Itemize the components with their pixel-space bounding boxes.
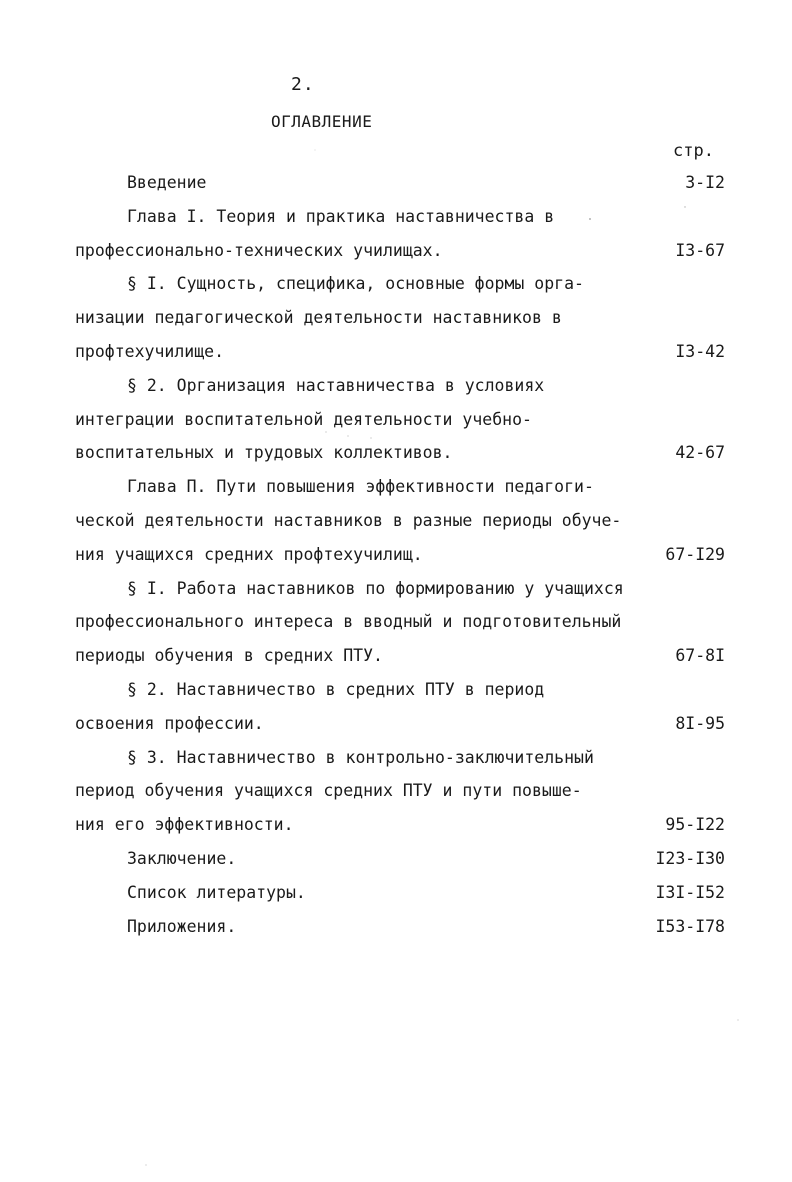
toc-entry-text: § 2. Наставничество в средних ПТУ в период: [127, 679, 545, 699]
toc-entry-text: Приложения.: [127, 916, 237, 936]
speck-dot: [315, 150, 316, 151]
toc-line: [75, 506, 725, 540]
toc-entry-text: Заключение.: [127, 848, 237, 868]
toc-line: [75, 371, 725, 405]
page-column-header: стр.: [673, 141, 714, 161]
toc-line: [75, 472, 725, 506]
toc-entry-text: § 3. Наставничество в контрольно-заключительный: [127, 747, 594, 767]
toc-entry-pages: 67-8I: [675, 646, 725, 666]
toc-entry-text: ческой деятельности наставников в разные периоды обуче-: [75, 510, 622, 530]
toc-line: [75, 844, 725, 878]
toc-entry-pages: I3-67: [675, 240, 725, 260]
toc-line: [75, 438, 725, 472]
toc-line: [75, 540, 725, 574]
page-title: ОГЛАВЛЕНИЕ: [271, 112, 373, 131]
page-number: 2.: [291, 74, 315, 95]
toc-entry-pages: 95-I22: [665, 815, 725, 835]
toc-line: [75, 269, 725, 303]
toc-line: [75, 303, 725, 337]
toc-line: [75, 709, 725, 743]
toc-entry-text: профтехучилище.: [75, 341, 225, 361]
toc-line: [75, 168, 725, 202]
toc-entry-pages: 3-I2: [685, 173, 725, 192]
toc-line: [75, 878, 725, 912]
toc-line: [75, 236, 725, 270]
toc-entry-text: Глава I. Теория и практика наставничества в: [127, 206, 555, 226]
speck-dot: [145, 1164, 146, 1165]
toc-entry-text: периоды обучения в средних ПТУ.: [75, 646, 383, 666]
toc-entry-pages: I3-42: [675, 341, 725, 361]
toc-entry-text: Введение: [127, 173, 207, 192]
toc-entry-pages: I23-I30: [655, 848, 725, 868]
toc-line: [75, 641, 725, 675]
toc-line: [75, 776, 725, 810]
toc-line: [75, 337, 725, 371]
toc-entry-pages: I53-I78: [655, 916, 725, 936]
toc-entry-text: Список литературы.: [127, 882, 306, 902]
toc-line: [75, 202, 725, 236]
toc-entry-text: профессионального интереса в вводный и подготовительный: [75, 612, 622, 632]
toc-entry-text: Глава П. Пути повышения эффективности педагоги-: [127, 477, 594, 497]
toc-line: [75, 743, 725, 777]
toc-entry-text: § 2. Организация наставничества в условиях: [127, 375, 545, 395]
toc-entry-pages: 67-I29: [665, 544, 725, 564]
toc-line: [75, 810, 725, 844]
toc-entry-text: интеграции воспитательной деятельности учебно-: [75, 409, 532, 429]
table-of-contents: [75, 168, 725, 945]
toc-entry-text: § I. Работа наставников по формированию у учащихся: [127, 578, 624, 598]
toc-entry-text: воспитательных и трудовых коллективов.: [75, 443, 453, 463]
toc-line: [75, 912, 725, 946]
speck-dot: [737, 1019, 738, 1020]
toc-entry-pages: I3I-I52: [655, 882, 725, 902]
toc-entry-pages: 8I-95: [675, 713, 725, 733]
toc-entry-text: ния учащихся средних профтехучилищ.: [75, 544, 423, 564]
toc-entry-text: профессионально-технических училищах.: [75, 240, 443, 260]
toc-entry-pages: 42-67: [675, 443, 725, 463]
toc-entry-text: освоения профессии.: [75, 713, 264, 733]
toc-line: [75, 574, 725, 608]
toc-line: [75, 675, 725, 709]
toc-entry-text: период обучения учащихся средних ПТУ и пути повыше-: [75, 781, 582, 801]
toc-line: [75, 607, 725, 641]
toc-line: [75, 405, 725, 439]
toc-entry-text: низации педагогической деятельности наставников в: [75, 308, 562, 328]
toc-entry-text: § I. Сущность, специфика, основные формы орга-: [127, 274, 584, 294]
toc-entry-text: ния его эффективности.: [75, 815, 294, 835]
